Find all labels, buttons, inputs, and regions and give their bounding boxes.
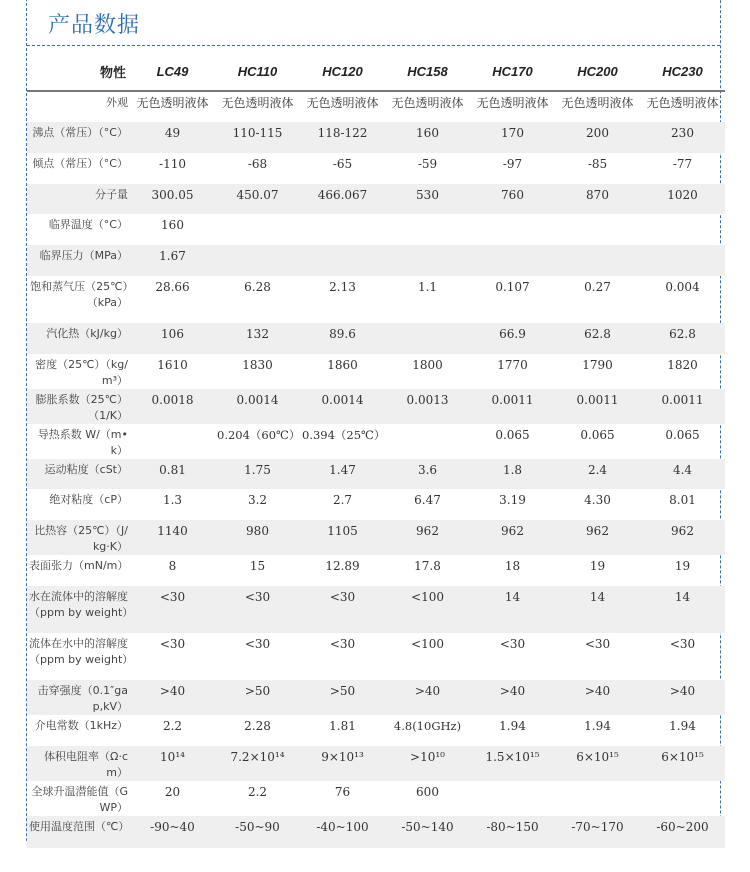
table-cell: <100 [411,637,444,651]
table-cell: 6×10¹⁵ [640,746,725,781]
table-cell: 0.0014 [300,389,385,424]
table-cell: 0.107 [495,280,530,294]
table-cell: 2.4 [555,459,640,489]
table-cell: 12.89 [325,559,360,573]
table-row [27,214,725,245]
table-row [27,633,725,680]
table-cell: 1830 [242,358,273,372]
section-title: 产品数据 [48,13,141,38]
property-label: 表面张力（mN/m） [29,559,129,572]
table-cell: 0.0011 [470,389,555,424]
table-header-row [27,52,725,91]
table-row [27,746,725,781]
property-label: 临界温度（°C） [48,218,128,231]
property-label: 击穿强度（0.1″gap,kV） [27,680,130,715]
table-cell: 无色透明液体 [391,96,464,110]
table-cell: 870 [555,184,640,214]
property-label: 密度（25℃）（kg/m³） [35,358,128,387]
table-cell: 160 [385,122,470,153]
table-row [27,555,725,586]
table-row [27,459,725,489]
table-cell: 1140 [130,520,215,555]
table-cell: 9×10¹³ [300,746,385,781]
table-cell [470,781,555,816]
table-cell: 1860 [327,358,358,372]
property-label: 运动粘度（cSt） [27,459,130,489]
table-cell: 1105 [300,520,385,555]
table-cell: 无色透明液体 [476,96,549,110]
table-cell [470,245,555,276]
table-cell: 170 [470,122,555,153]
table-cell: 14 [470,586,555,633]
table-cell: 20 [164,785,181,799]
property-label: 全球升温潜能值（GWP） [31,785,128,814]
table-cell: >40 [470,680,555,715]
table-row [27,489,725,520]
table-cell: 8 [168,559,177,573]
table-cell [640,245,725,276]
table-cell: 118-122 [300,122,385,153]
table-cell: 76 [334,785,351,799]
table-cell: 1.81 [329,719,356,733]
table-cell: 1.8 [470,459,555,489]
property-label: 体积电阻率（Ω·cm） [27,746,130,781]
header-hc230: HC230 [640,52,725,91]
table-cell: 无色透明液体 [306,96,379,110]
table-cell: 980 [215,520,300,555]
table-row [27,680,725,715]
table-cell: 0.27 [584,280,611,294]
table-row [27,586,725,633]
table-row [27,184,725,214]
table-row [27,91,725,122]
table-cell: 4.8(10GHz) [393,719,462,733]
table-cell: 1.94 [499,719,526,733]
table-cell: 1820 [667,358,698,372]
property-label: 介电常数（1kHz） [34,719,128,732]
table-cell: >50 [300,680,385,715]
table-cell [385,424,470,459]
table-cell [385,214,470,245]
table-cell: 2.2 [247,785,268,799]
product-data-table [27,52,725,848]
table-cell [215,245,300,276]
table-cell: >50 [215,680,300,715]
table-cell: 2.28 [244,719,271,733]
table-cell: <30 [159,637,186,651]
property-label: 导热系数 W/（m•k） [37,428,128,457]
table-cell: <30 [584,637,611,651]
table-cell: 0.004 [665,280,700,294]
table-cell: -60~200 [640,816,725,848]
table-cell: 无色透明液体 [221,96,294,110]
table-cell: -80~150 [470,816,555,848]
table-row [27,816,725,848]
table-cell: 62.8 [555,323,640,354]
table-cell: 0.81 [130,459,215,489]
table-cell: 1610 [157,358,188,372]
header-hc170: HC170 [470,52,555,91]
header-property: 物性 [27,52,130,91]
table-cell: 0.0011 [555,389,640,424]
table-cell: 49 [130,122,215,153]
table-cell: 1.5×10¹⁵ [470,746,555,781]
table-cell: 1800 [412,358,443,372]
table-cell: -90~40 [130,816,215,848]
table-cell: 1.1 [417,280,438,294]
table-cell [555,781,640,816]
table-cell: 1.94 [669,719,696,733]
table-cell: 1790 [582,358,613,372]
table-cell: 17.8 [414,559,441,573]
table-cell [300,245,385,276]
table-cell [215,214,300,245]
table-cell: 无色透明液体 [561,96,634,110]
table-cell: 600 [416,785,439,799]
table-cell: 0.065 [580,428,615,442]
table-row [27,424,725,459]
table-cell: 66.9 [470,323,555,354]
table-cell: 1020 [640,184,725,214]
table-cell: 106 [130,323,215,354]
property-label: 饱和蒸气压（25℃）（kPa） [30,280,128,309]
table-cell [385,245,470,276]
table-cell: 2.13 [329,280,356,294]
table-cell: 962 [555,520,640,555]
property-label: 流体在水中的溶解度（ppm by weight） [29,637,134,666]
table-cell [130,424,215,459]
property-label: 绝对粘度（cP） [49,493,128,506]
table-cell: -50~140 [385,816,470,848]
table-cell: -77 [672,157,693,171]
table-cell: <30 [669,637,696,651]
table-cell [555,214,640,245]
table-cell [640,214,725,245]
table-cell: 962 [640,520,725,555]
table-cell: -50~90 [215,816,300,848]
table-cell: 3.19 [499,493,526,507]
table-cell: 6×10¹⁵ [555,746,640,781]
table-row [27,354,725,389]
table-cell: 1.3 [162,493,183,507]
table-body [27,91,725,848]
table-cell: 8.01 [669,493,696,507]
table-cell: 962 [470,520,555,555]
table-cell: 0.204（60℃） [217,428,301,442]
table-cell: <100 [385,586,470,633]
table-cell: 132 [215,323,300,354]
table-cell: 0.0014 [215,389,300,424]
table-row [27,389,725,424]
table-cell: -68 [247,157,268,171]
table-cell: 10¹⁴ [130,746,215,781]
table-cell: 0.394（25℃） [302,428,386,442]
table-cell: 15 [249,559,266,573]
header-hc120: HC120 [300,52,385,91]
table-cell: 300.05 [130,184,215,214]
property-label: 倾点（常压）（°C） [32,157,128,170]
table-row [27,781,725,816]
table-cell: 19 [674,559,691,573]
table-cell: -40~100 [300,816,385,848]
table-cell: 230 [640,122,725,153]
table-cell: 无色透明液体 [136,96,209,110]
table-cell: <30 [130,586,215,633]
table-row [27,245,725,276]
table-cell: 62.8 [640,323,725,354]
table-cell: <30 [244,637,271,651]
table-cell [555,245,640,276]
table-cell: 200 [555,122,640,153]
table-cell: 2.7 [332,493,353,507]
table-cell: 450.07 [215,184,300,214]
header-hc110: HC110 [215,52,300,91]
table-cell: 530 [385,184,470,214]
table-cell [300,214,385,245]
property-label: 水在流体中的溶解度（ppm by weight） [27,586,130,633]
property-label: 汽化热（kJ/kg） [27,323,130,354]
property-label: 膨胀系数（25℃）（1/K） [27,389,130,424]
table-cell: 0.0011 [640,389,725,424]
header-lc49: LC49 [130,52,215,91]
table-cell: 6.47 [414,493,441,507]
table-row [27,520,725,555]
table-cell: -97 [502,157,523,171]
table-cell: 4.30 [584,493,611,507]
table-cell: 0.065 [665,428,700,442]
table-cell: -65 [332,157,353,171]
table-cell: 7.2×10¹⁴ [215,746,300,781]
table-cell: 0.0013 [385,389,470,424]
header-hc158: HC158 [385,52,470,91]
property-label: 外观 [106,96,128,109]
table-cell: 0.065 [495,428,530,442]
table-cell: 760 [470,184,555,214]
table-cell: 2.2 [162,719,183,733]
table-cell: 28.66 [155,280,190,294]
table-cell: 962 [385,520,470,555]
table-cell: >40 [555,680,640,715]
table-cell: 0.0018 [130,389,215,424]
table-cell: 110-115 [215,122,300,153]
table-cell: 1.67 [130,245,215,276]
table-row [27,715,725,746]
table-cell: 1.75 [215,459,300,489]
table-cell: <30 [499,637,526,651]
table-cell: >40 [385,680,470,715]
table-cell: >10¹⁰ [385,746,470,781]
table-cell: 6.28 [244,280,271,294]
header-hc200: HC200 [555,52,640,91]
table-cell: 3.6 [385,459,470,489]
table-row [27,122,725,153]
table-cell: 18 [504,559,521,573]
property-label: 分子量 [27,184,130,214]
table-cell: 4.4 [640,459,725,489]
table-row [27,323,725,354]
table-cell: 1.47 [300,459,385,489]
property-label: 使用温度范围（℃） [27,816,130,848]
table-cell: -59 [417,157,438,171]
property-label: 沸点（常压）（°C） [27,122,130,153]
table-cell: -85 [587,157,608,171]
title-divider [27,45,720,46]
table-cell: 14 [555,586,640,633]
table-cell: 1770 [497,358,528,372]
table-cell: 466.067 [300,184,385,214]
table-cell: >40 [640,680,725,715]
table-row [27,276,725,323]
table-cell: 14 [640,586,725,633]
table-cell: 160 [161,218,184,232]
table-row [27,153,725,184]
table-cell: -70~170 [555,816,640,848]
table-cell: 3.2 [247,493,268,507]
table-cell: 1.94 [584,719,611,733]
table-cell: <30 [300,586,385,633]
table-cell: 无色透明液体 [646,96,719,110]
table-cell: -110 [159,157,186,171]
table-cell: 89.6 [300,323,385,354]
table-cell [470,214,555,245]
table-cell: <30 [329,637,356,651]
table-cell [640,781,725,816]
table-cell [385,323,470,354]
property-label: 临界压力（MPa） [27,245,130,276]
table-cell: >40 [130,680,215,715]
property-label: 比热容（25℃）（J/kg·K） [27,520,130,555]
table-cell: <30 [215,586,300,633]
table-cell: 19 [589,559,606,573]
